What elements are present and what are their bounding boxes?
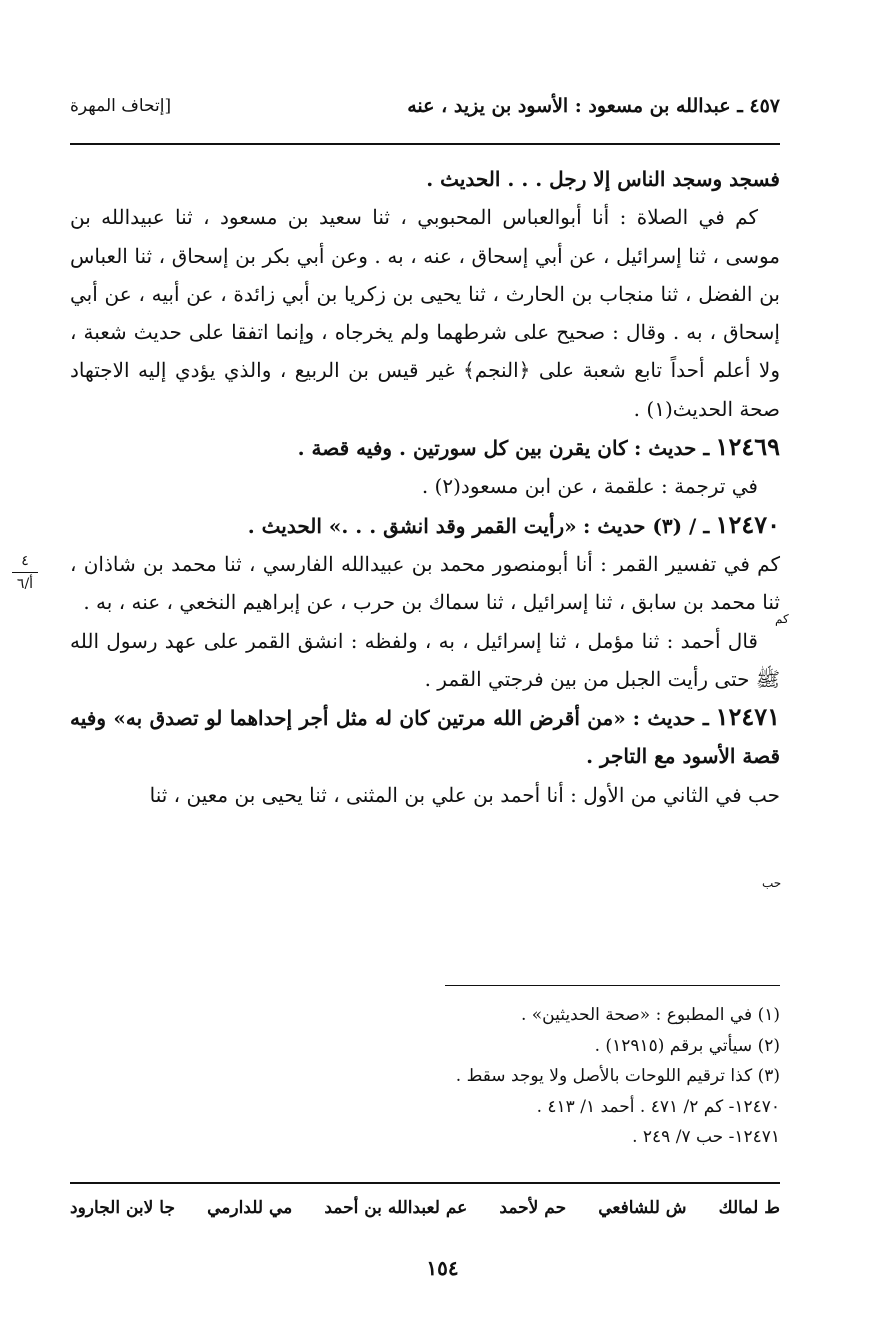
paragraph-source-4: قال أحمد : ثنا مؤمل ، ثنا إسرائيل ، به ، ولفظه : انشق القمر على عهد رسول الله ﷺ حتى رأيت الجبل من بين فرجتي القمر . — [70, 628, 780, 691]
hadith-number: ١٢٤٧٠ — [715, 509, 780, 539]
paragraph-source-2: في ترجمة : علقمة ، عن ابن مسعود(٢) . — [421, 474, 758, 499]
margin-code-km: كم — [775, 612, 789, 626]
chapter-title: ٤٥٧ ـ عبدالله بن مسعود : الأسود بن يزيد ، عنه — [407, 95, 780, 117]
hadith-text: «من أقرض الله مرتين كان له مثل أجر إحداهما لو تصدق به» وفيه قصة الأسود مع التاجر . — [70, 706, 780, 769]
header-rule — [70, 143, 780, 145]
footnote-ref-12470: ١٢٤٧٠- كم ٢/ ٤٧١ . أحمد ١/ ٤١٣ . — [536, 1096, 780, 1117]
hadith-number: ١٢٤٦٩ — [715, 432, 780, 462]
hadith-text: «رأيت القمر وقد انشق . . .» الحديث . — [247, 513, 577, 538]
paragraph-source-5: حب في الثاني من الأول : أنا أحمد بن علي بن المثنى ، ثنا يحيى بن معين ، ثنا — [149, 782, 780, 807]
paragraph-source-1: كم في الصلاة : أنا أبوالعباس المحبوبي ، ثنا سعيد بن مسعود ، ثنا عبيدالله بن موسى ، ثنا إسرائيل ، عن أبي إسحاق ، عنه ، به . وعن أبي بكر بن إسحاق ، ثنا العباس بن الفضل ، ثنا منجاب بن الحارث ، ثنا يحيى بن زكريا بن أبي زائدة ، عن أبيه ، عن أبي إسحاق ، به . وقال : صحيح على شرطهما ولم يخرجاه ، وإنما اتفقا على حديث شعبة ، ولا أعلم أحداً تابع شعبة على ﴿النجم﴾ غير قيس بن الربيع ، والذي يؤدي إليه الاجتهاد صحة الحديث(١) . — [70, 205, 780, 421]
paragraph-continuation: فسجد وسجد الناس إلا رجل . . . الحديث . — [426, 167, 780, 191]
running-head — [70, 88, 780, 124]
main-text — [70, 160, 780, 814]
key-rule — [70, 1182, 780, 1184]
hadith-label: ـ / (٣) حديث : — [583, 513, 710, 538]
hadith-heading-12471 — [70, 698, 780, 776]
key-item: حم لأحمد — [499, 1198, 567, 1218]
hadith-heading-12469 — [70, 428, 780, 467]
hadith-label: ـ حديث : — [633, 436, 710, 461]
key-item: مي للدارمي — [207, 1198, 293, 1218]
margin-code-hb: حب — [762, 876, 782, 890]
abbreviation-key — [70, 1198, 780, 1218]
footnote-ref-12471: ١٢٤٧١- حب ٧/ ٢٤٩ . — [632, 1127, 780, 1147]
key-item: عم لعبدالله بن أحمد — [324, 1198, 468, 1218]
footnote-1: (١) في المطبوع : «صحة الحديثين» . — [520, 1005, 780, 1025]
hadith-number: ١٢٤٧١ — [715, 702, 781, 732]
paragraph-source-3: كم في تفسير القمر : أنا أبومنصور محمد بن عبيدالله الفارسي ، ثنا محمد بن شاذان ، ثنا محمد بن سابق ، ثنا إسرائيل ، ثنا سماك بن حرب ، عن إبراهيم النخعي ، عنه ، به . — [70, 551, 780, 615]
footnote-2: (٢) سيأتي برقم (١٢٩١٥) . — [594, 1035, 780, 1056]
margin-folio-ref: أ/٦ — [16, 576, 34, 592]
hadith-heading-12470 — [70, 506, 780, 545]
margin-folio-bar — [12, 572, 38, 573]
book-title: [إتحاف المهرة — [70, 96, 172, 116]
hadith-label: ـ حديث : — [632, 706, 709, 731]
page-number: ١٥٤ — [426, 1256, 459, 1280]
margin-folio — [10, 552, 40, 593]
margin-folio-number: ٤ — [21, 553, 29, 569]
hadith-text: كان يقرن بين كل سورتين . وفيه قصة . — [297, 436, 628, 461]
key-item: جا لابن الجارود — [70, 1198, 175, 1218]
key-item: ش للشافعي — [598, 1198, 687, 1218]
key-item: ط لمالك — [718, 1198, 780, 1218]
footnote-3: (٣) كذا ترقيم اللوحات بالأصل ولا يوجد سقط . — [455, 1066, 780, 1086]
footnote-rule — [445, 985, 780, 986]
footnotes — [70, 1000, 780, 1153]
